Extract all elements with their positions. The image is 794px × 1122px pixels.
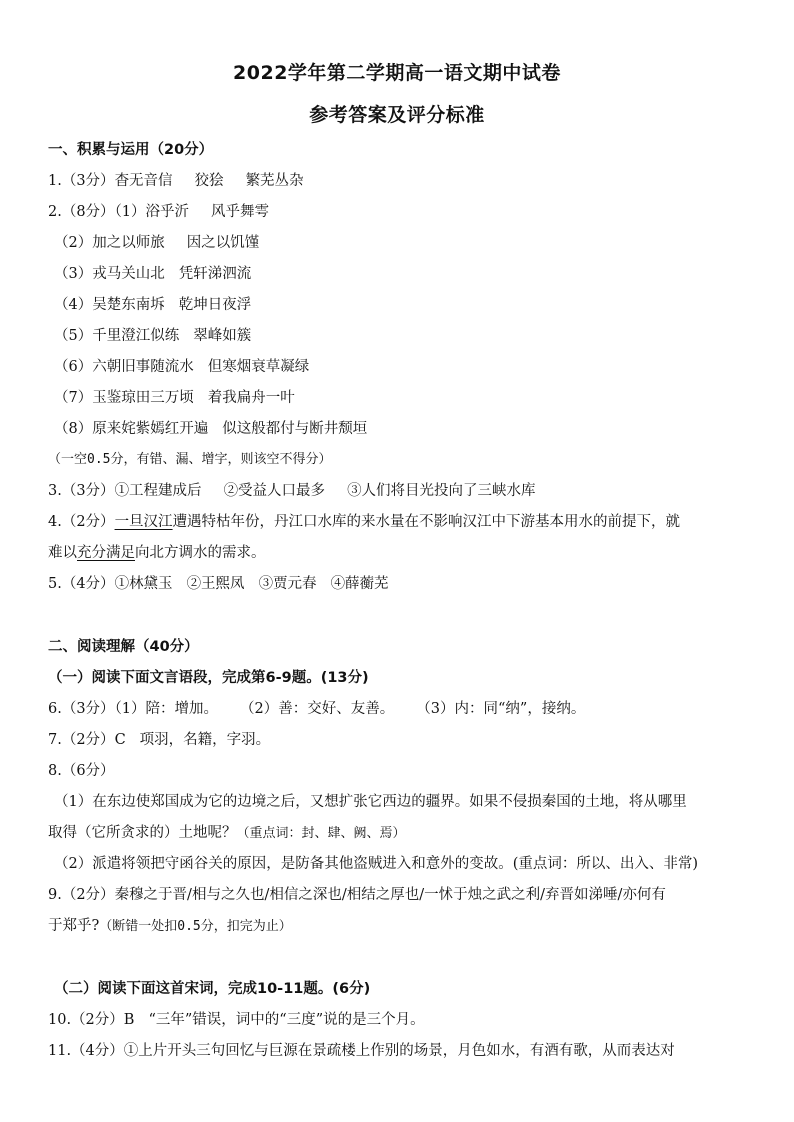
section-heading-1: 一、积累与运用（20分） — [48, 142, 214, 158]
answer-q2-7: （7）玉鉴琼田三万顷 着我扁舟一叶 — [54, 390, 295, 406]
subsection-heading-1: （一）阅读下面文言语段，完成第6-9题。(13分) — [48, 670, 369, 686]
page-subtitle: 参考答案及评分标准 — [309, 104, 485, 126]
question-number: 4.（2分） — [48, 514, 115, 530]
scoring-note-q2: （一空0.5分，有错、漏、增字，则该空不得分） — [48, 452, 332, 467]
answer-q8-line1: （1）在东边使郑国成为它的边境之后，又想扩张它西边的疆界。如果不侵损秦国的土地，将从哪里 — [54, 794, 687, 810]
answer-q3: 3.（3分）①工程建成后 ②受益人口最多 ③人们将目光投向了三峡水库 — [48, 483, 536, 499]
answer-q2-8: （8）原来姹紫嫣红开遍 似这般都付与断井颓垣 — [54, 421, 368, 437]
answer-q2-6: （6）六朝旧事随流水 但寒烟衰草凝绿 — [54, 359, 310, 375]
answer-q9-line1: 9.（2分）秦穆之于晋/相与之久也/相信之深也/相结之厚也/一怵于烛之武之利/弃晋如涕唾/亦何有 — [48, 887, 666, 903]
answer-q4-line1: 4.（2分）一旦汉江遭遇特枯年份，丹江口水库的来水量在不影响汉江中下游基本用水的前提下，就 — [48, 514, 681, 530]
answer-q11-line1: 11.（4分）①上片开头三句回忆与巨源在景疏楼上作别的场景，月色如水，有酒有歌，从而表达对 — [48, 1043, 675, 1059]
answer-q8-number: 8.（6分） — [48, 763, 115, 779]
answer-q7: 7.（2分）C 项羽，名籍，字羽。 — [48, 732, 271, 748]
question-number: 3.（3分） — [48, 483, 115, 499]
answer-q8-line2: 取得（它所贪求的）土地呢？（重点词：封、肆、阙、焉） — [48, 825, 406, 841]
question-number: 7.（2分） — [48, 732, 115, 748]
answer-q8-line3: （2）派遣将领把守函谷关的原因，是防备其他盗贼进入和意外的变故。(重点词：所以、出入、非常) — [54, 856, 699, 872]
answer-q2-4: （4）吴楚东南坼 乾坤日夜浮 — [54, 297, 252, 313]
answer-q10: 10.（2分）B “三年”错误，词中的“三度”说的是三个月。 — [48, 1012, 425, 1028]
underlined-phrase: 一旦汉江 — [114, 514, 173, 530]
page-title: 2022学年第二学期高一语文期中试卷 — [233, 62, 561, 84]
question-number: 11.（4分） — [48, 1043, 124, 1059]
question-number: 10.（2分） — [48, 1012, 124, 1028]
answer-q2-3: （3）戎马关山北 凭轩涕泗流 — [54, 266, 252, 282]
question-number: 6.（3分） — [48, 701, 115, 717]
section-heading-2: 二、阅读理解（40分） — [48, 639, 199, 655]
question-number: 1.（3分） — [48, 173, 115, 189]
question-number: 2.（8分） — [48, 204, 115, 220]
answer-q2-1: 2.（8分）（1）浴乎沂 风乎舞雩 — [48, 204, 270, 220]
answer-q1: 1.（3分）杳无音信 狡狯 繁芜丛杂 — [48, 173, 304, 189]
answer-q4-line2: 难以充分满足向北方调水的需求。 — [48, 545, 266, 561]
scoring-note-q9: （断错一处扣0.5分，扣完为止） — [99, 919, 292, 934]
answer-q2-5: （5）千里澄江似练 翠峰如簇 — [54, 328, 252, 344]
answer-q9-line2: 于郑乎?（断错一处扣0.5分，扣完为止） — [48, 918, 292, 934]
answer-q5: 5.（4分）①林黛玉 ②王熙凤 ③贾元春 ④薛蘅芜 — [48, 576, 389, 592]
answer-q6: 6.（3分）（1）陪：增加。 （2）善：交好、友善。 （3）内：同“纳”，接纳。 — [48, 701, 586, 717]
answer-q2-2: （2）加之以师旅 因之以饥馑 — [54, 235, 260, 251]
underlined-phrase: 充分满足 — [77, 545, 135, 561]
question-number: 5.（4分） — [48, 576, 115, 592]
question-number: 9.（2分） — [48, 887, 115, 903]
subsection-heading-2: （二）阅读下面这首宋词，完成10-11题。(6分) — [54, 981, 371, 997]
key-words-note: （重点词：封、肆、阙、焉） — [236, 826, 406, 841]
